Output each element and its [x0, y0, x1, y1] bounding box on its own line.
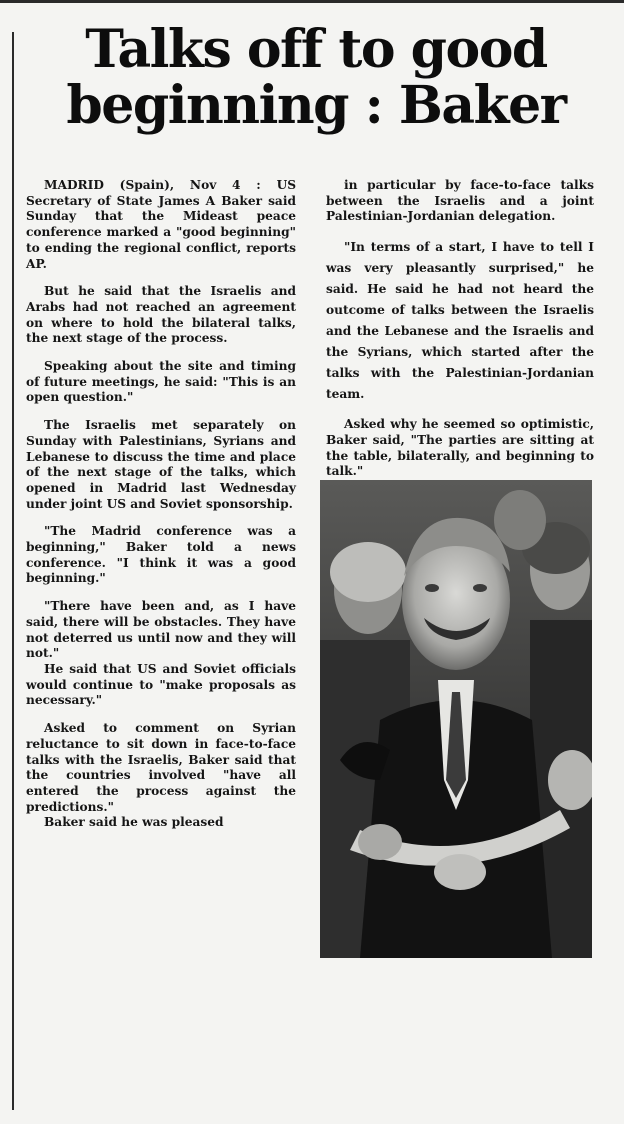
headline-line-1: Talks off to good	[85, 19, 547, 80]
photo-illustration	[320, 480, 592, 958]
dateline: MADRID (Spain), Nov 4 :	[44, 178, 261, 192]
paragraph: But he said that the Israelis and Arabs had not reached an agreement on where to hold the bilateral talks, the next stage of the process.	[26, 284, 296, 346]
left-column	[26, 178, 296, 843]
paragraph	[26, 178, 296, 272]
paragraph-text: US Secretary of State James A Baker said Sunday that the Mideast peace conference marked a "good beginning" to ending the regional conflict, reports AP.	[26, 178, 296, 271]
left-border-rule	[12, 32, 14, 1110]
paragraph: Speaking about the site and timing of future meetings, he said: "This is an open question."	[26, 359, 296, 405]
paragraph: in particular by face-to-face talks between the Israelis and a joint Palestinian-Jordanian delegation.	[326, 178, 594, 224]
paragraph: Baker said he was pleased	[44, 815, 224, 830]
news-photo	[320, 480, 592, 958]
paragraph: Asked to comment on Syrian reluctance to sit down in face-to-face talks with the Israelis, Baker said that the countries involved "have all entered the process against the predictions."	[26, 721, 296, 814]
newspaper-clipping	[26, 19, 606, 830]
paragraph: The Israelis met separately on Sunday with Palestinians, Syrians and Lebanese to discuss the time and place of the next stage of the talks, which opened in Madrid last Wednesday under joint US and Soviet sponsorship.	[26, 418, 296, 511]
headline-line-2: beginning : Baker	[66, 75, 566, 136]
headline	[26, 19, 606, 136]
paragraph: Asked why he seemed so optimistic, Baker said, "The parties are sitting at the table, bilaterally, and beginning to talk."	[326, 417, 594, 479]
top-border-rule	[0, 0, 624, 3]
paragraph: "There have been and, as I have said, there will be obstacles. They have not deterred us until now and they will not."	[26, 599, 296, 661]
paragraph: "In terms of a start, I have to tell I was very pleasantly surprised," he said. He said he had not heard the outcome of talks between the Israelis and the Lebanese and the Israelis and the Syrians, which started after the talks with the Palestinian-Jordanian team.	[326, 240, 594, 402]
paragraph: "The Madrid conference was a beginning," Baker told a news conference. "I think it was a good beginning."	[26, 524, 296, 586]
paragraph: He said that US and Soviet officials would continue to "make proposals as necessary."	[26, 661, 296, 708]
right-column	[326, 178, 594, 492]
